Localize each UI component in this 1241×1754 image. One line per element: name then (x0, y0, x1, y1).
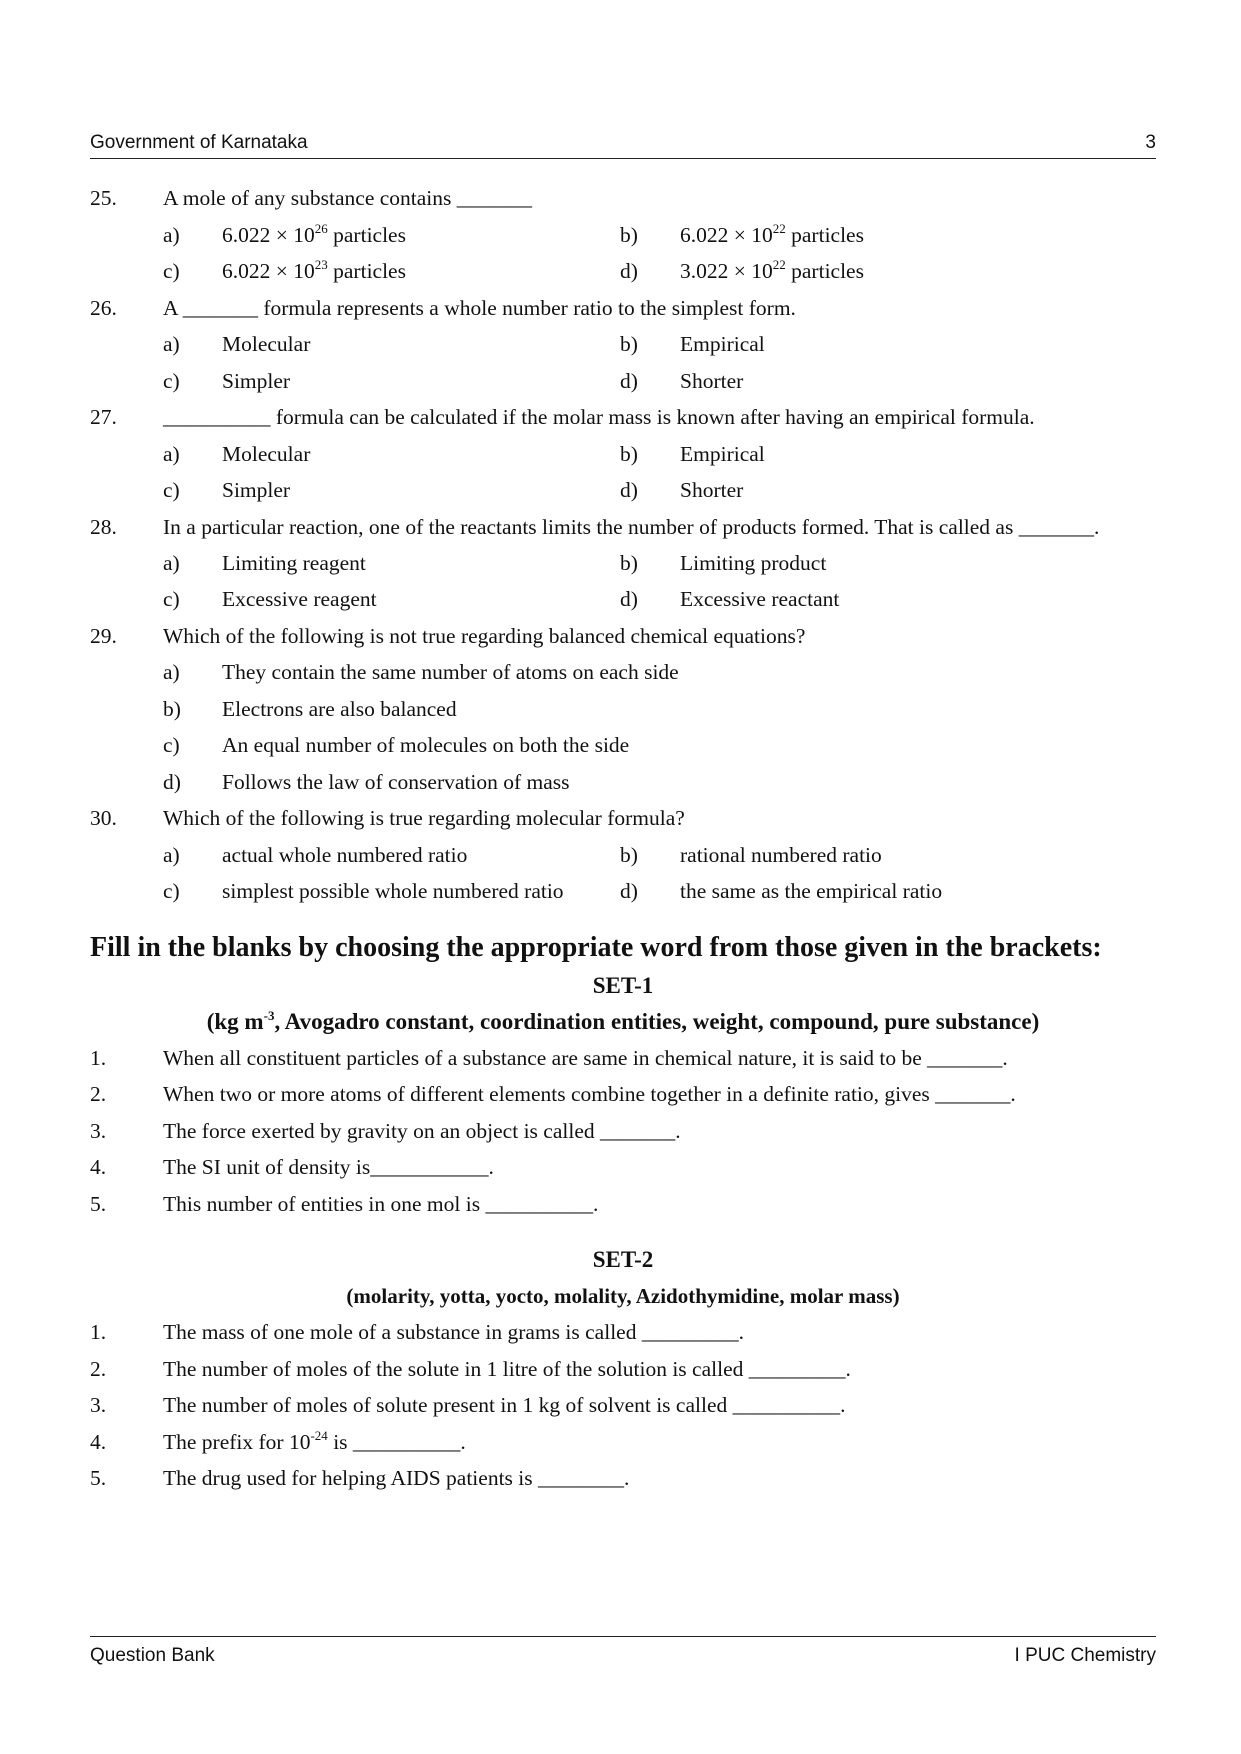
option-text: rational numbered ratio (680, 842, 882, 867)
option-label: b) (620, 550, 638, 575)
option-text: Excessive reagent (222, 587, 377, 611)
question-25 (90, 180, 1156, 217)
option-row (90, 326, 1156, 363)
question-number: 29. (90, 623, 117, 648)
option-label: d) (620, 587, 638, 611)
item-number: 4. (90, 1429, 107, 1454)
item-number: 2. (90, 1082, 107, 1106)
set-2-item (90, 1314, 1156, 1351)
question-text: In a particular reaction, one of the reactants limits the number of products formed. That is called as _______. (163, 514, 1100, 539)
item-text: When all constituent particles of a substance are same in chemical nature, it is said to be _______. (163, 1045, 1008, 1070)
question-text: A _______ formula represents a whole number ratio to the simplest form. (163, 295, 796, 320)
item-number: 5. (90, 1191, 107, 1216)
option-text: $3.022 \times 10^{22}$ particles (680, 257, 864, 283)
option-text: Simpler (222, 478, 291, 502)
item-text: The drug used for helping AIDS patients is ________. (163, 1466, 630, 1490)
item-text: This number of entities in one mol is __________. (163, 1191, 599, 1216)
page-header (90, 132, 1156, 159)
option-label: b) (620, 332, 638, 356)
set-2-item (90, 1351, 1156, 1388)
set-2-item (90, 1424, 1156, 1461)
set-1-item (90, 1149, 1156, 1186)
option-text: Molecular (222, 332, 311, 356)
option-label: d) (620, 879, 638, 903)
option-text: Empirical (680, 441, 765, 466)
item-number: 3. (90, 1393, 107, 1417)
option-row (90, 873, 1156, 910)
item-text: When two or more atoms of different elements combine together in a definite ratio, gives _______. (163, 1082, 1016, 1106)
option-text: Limiting reagent (222, 550, 366, 575)
question-text: Which of the following is true regarding molecular formula? (163, 806, 685, 830)
option-label: b) (620, 842, 638, 867)
option-text: simplest possible whole numbered ratio (222, 879, 564, 903)
set-1-item (90, 1186, 1156, 1223)
option-row (90, 217, 1156, 254)
question-text: __________ formula can be calculated if the molar mass is known after having an empirical formula. (163, 405, 1035, 429)
option-label: c) (163, 478, 180, 502)
spacer (90, 1222, 1156, 1242)
question-26 (90, 290, 1156, 327)
item-text: The mass of one mole of a substance in grams is called _________. (163, 1320, 744, 1344)
option-label: a) (163, 660, 180, 684)
item-text: The prefix for $10^{-24}$ is __________. (163, 1427, 466, 1454)
item-number: 1. (90, 1320, 107, 1344)
item-number: 4. (90, 1155, 107, 1179)
option-row (90, 654, 1156, 691)
option-row (90, 727, 1156, 764)
item-text: The number of moles of solute present in 1 kg of solvent is called __________. (163, 1393, 846, 1417)
option-row (90, 837, 1156, 874)
option-row (90, 363, 1156, 400)
item-number: 2. (90, 1356, 107, 1381)
option-label: c) (163, 259, 180, 283)
option-text: Electrons are also balanced (222, 696, 457, 721)
option-label: b) (620, 441, 638, 466)
set-1-title: SET-1 (592, 972, 654, 998)
option-label: a) (163, 222, 180, 247)
item-text: The force exerted by gravity on an object is called _______. (163, 1118, 681, 1143)
section-title: Fill in the blanks by choosing the appropriate word from those given in the brackets: (90, 931, 1102, 963)
question-number: 26. (90, 295, 117, 320)
question-number: 25. (90, 186, 117, 210)
option-text: $6.022 \times 10^{26}$ particles (222, 220, 406, 247)
document-page (90, 0, 1156, 1754)
set-1-item (90, 1113, 1156, 1150)
option-label: c) (163, 879, 180, 903)
option-text: Simpler (222, 368, 291, 393)
footer-left: Question Bank (90, 1645, 215, 1666)
question-number: 27. (90, 405, 117, 429)
option-text: actual whole numbered ratio (222, 842, 468, 867)
option-label: a) (163, 441, 180, 466)
option-text: They contain the same number of atoms on each side (222, 660, 679, 684)
question-text: A mole of any substance contains _______ (163, 186, 533, 210)
option-text: Shorter (680, 368, 744, 393)
option-row (90, 545, 1156, 582)
option-row (90, 764, 1156, 801)
page-footer (90, 1636, 1156, 1667)
item-text: The number of moles of the solute in 1 litre of the solution is called _________. (163, 1356, 851, 1381)
option-label: d) (163, 769, 181, 794)
option-row (90, 472, 1156, 509)
footer-right: I PUC Chemistry (1014, 1645, 1156, 1666)
option-label: d) (620, 478, 638, 502)
option-row (90, 691, 1156, 728)
item-number: 1. (90, 1045, 107, 1070)
option-row (90, 581, 1156, 618)
option-label: c) (163, 587, 180, 611)
option-text: Shorter (680, 478, 744, 502)
question-number: 28. (90, 514, 117, 539)
question-27 (90, 399, 1156, 436)
set-2-word-list: (molarity, yotta, yocto, molality, Azidothymidine, molar mass) (346, 1284, 900, 1308)
item-text: The SI unit of density is___________. (163, 1155, 494, 1179)
header-title: Government of Karnataka (90, 132, 308, 153)
set-1-item (90, 1040, 1156, 1077)
page-content (90, 180, 1156, 1497)
set-2-title: SET-2 (592, 1247, 654, 1272)
page-number: 3 (1145, 132, 1156, 153)
option-label: a) (163, 332, 180, 356)
option-text: An equal number of molecules on both the side (222, 733, 630, 757)
set-2-item (90, 1460, 1156, 1497)
option-label: a) (163, 550, 180, 575)
option-label: a) (163, 842, 180, 867)
set-1-item (90, 1076, 1156, 1113)
option-text: $6.022 \times 10^{22}$ particles (680, 220, 864, 247)
option-text: $6.022 \times 10^{23}$ particles (222, 257, 406, 283)
option-text: Limiting product (680, 550, 827, 575)
set-2-item (90, 1387, 1156, 1424)
option-text: Excessive reactant (680, 587, 840, 611)
question-number: 30. (90, 806, 117, 830)
option-text: the same as the empirical ratio (680, 879, 943, 903)
option-label: c) (163, 368, 180, 393)
option-text: Empirical (680, 332, 765, 356)
option-row (90, 436, 1156, 473)
option-text: Molecular (222, 441, 311, 466)
option-label: b) (620, 222, 638, 247)
item-number: 3. (90, 1118, 107, 1143)
option-label: d) (620, 368, 638, 393)
option-text: Follows the law of conservation of mass (222, 769, 570, 794)
question-text: Which of the following is not true regarding balanced chemical equations? (163, 623, 806, 648)
option-label: b) (163, 696, 181, 721)
option-row (90, 253, 1156, 290)
option-label: d) (620, 259, 638, 283)
option-label: c) (163, 733, 180, 757)
item-number: 5. (90, 1466, 107, 1490)
question-30 (90, 800, 1156, 837)
question-29 (90, 618, 1156, 655)
question-28 (90, 509, 1156, 545)
set-1-word-list: (kg $m^{-3}$, Avogadro constant, coordination entities, weight, compound, pure substance) (206, 1007, 1040, 1034)
